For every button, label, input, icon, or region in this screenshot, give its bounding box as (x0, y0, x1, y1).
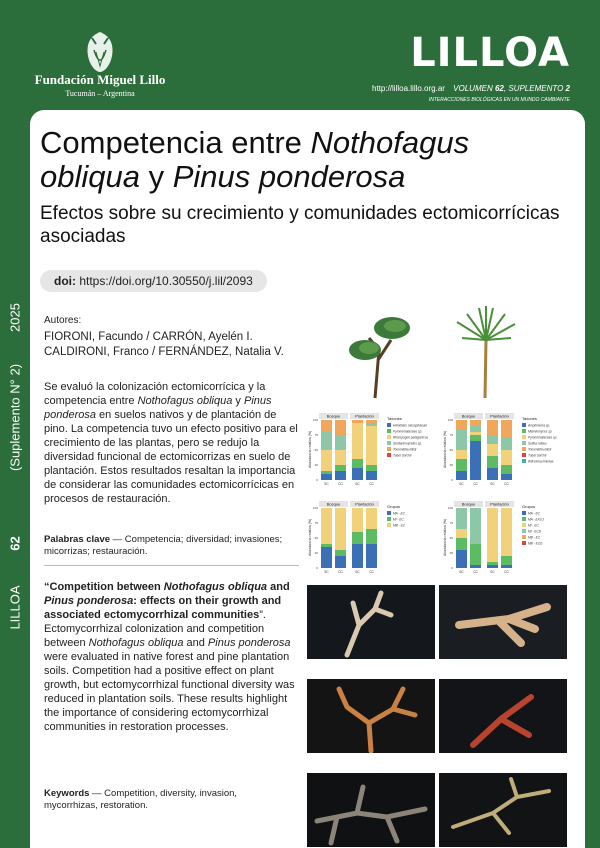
legend-swatch (522, 523, 526, 527)
bar-segment (470, 565, 481, 568)
legend-swatch (387, 517, 391, 521)
bar-segment (501, 474, 512, 480)
legend-swatch (387, 423, 391, 427)
side-year: 2025 (7, 303, 23, 332)
y-tick-label: 100 (447, 506, 453, 510)
x-tick-label: CC (473, 570, 478, 574)
panel-header: Plantación (490, 413, 509, 419)
bar-segment (501, 556, 512, 565)
bar-segment (487, 562, 498, 565)
legend-swatch (522, 453, 526, 457)
volume-label: VOLUMEN (453, 84, 493, 93)
root-tip-photo-2 (439, 585, 567, 659)
bar-segment (501, 438, 512, 450)
side-issue: (Suplemento N° 2) (7, 363, 23, 472)
bar-segment (352, 423, 363, 459)
legend-label: Meliniomyces sp. (528, 429, 553, 434)
bar-segment (352, 508, 363, 532)
x-tick-label: CC (369, 570, 374, 574)
bar-segment (470, 435, 481, 441)
root-tip-photo-3 (307, 679, 435, 753)
legend-label: MA - EC (393, 511, 405, 516)
bar-segment (321, 544, 332, 547)
x-tick-label: SC (459, 570, 464, 574)
y-tick-label: 100 (312, 418, 318, 422)
legend-swatch (522, 435, 526, 439)
x-tick-label: CC (369, 482, 374, 486)
journal-url[interactable]: http://lilloa.lillo.org.ar (372, 84, 445, 93)
bar-segment (366, 465, 377, 471)
legend-swatch (387, 523, 391, 527)
legend-label: Wilcoxina mikolae (528, 459, 554, 464)
bar-segment (456, 420, 467, 429)
bar-segment (321, 420, 332, 432)
bar-segment (321, 547, 332, 568)
y-tick-label: 50 (314, 536, 318, 540)
side-strip (0, 290, 30, 640)
authors-label: Autores: (44, 315, 82, 326)
x-tick-label: CC (338, 482, 343, 486)
legend-label: Tomentella ellisii (528, 447, 552, 452)
bar-segment (366, 529, 377, 544)
authors: FIORONI, Facundo / CARRÓN, Ayelén I. CALDIRONI, Franco / FERNÁNDEZ, Natalia V. (44, 331, 284, 358)
journal-tagline: INTERACCIONES BIOLÓGICAS EN UN MUNDO CAMBIANTE (428, 97, 570, 103)
legend-label: Helotiales mesophaeum (393, 423, 428, 428)
panel-header: Plantación (355, 501, 374, 507)
legend-label: Pyronemataceae sp. (393, 429, 423, 434)
legend-label: MI - ECD (528, 529, 542, 534)
y-axis-label: Abundancia relativa (%) (308, 430, 312, 468)
legend-swatch (522, 517, 526, 521)
y-tick-label: 75 (449, 521, 453, 525)
legend-label: Tomentella ellisii (393, 447, 417, 452)
doi-link[interactable]: https://doi.org/10.30550/j.lil/2093 (79, 274, 253, 288)
bar-segment (456, 529, 467, 538)
panel-header: Bosque (461, 413, 476, 419)
bar-segment (470, 432, 481, 435)
x-tick-label: SC (490, 570, 495, 574)
y-axis-label: Abundancia relativa (%) (443, 518, 447, 556)
bar-segment (470, 441, 481, 480)
bar-segment (501, 420, 512, 438)
x-tick-label: SC (324, 570, 329, 574)
x-tick-label: SC (490, 482, 495, 486)
bar-segment (335, 508, 346, 550)
y-tick-label: 0 (451, 566, 453, 570)
panel-header: Plantación (355, 413, 374, 419)
legend-swatch (387, 435, 391, 439)
abstract-es: Se evaluó la colonización ectomicorrícica y la competencia entre Nothofagus obliqua y Pinus ponderosa en suelos nativos y de plantación de pino. La competencia tuvo un efecto positivo para el crecimiento de las plantas, pero se redujo la diversidad funcional de ectomicorrizas en suelo de plantación. Estos resultados resaltan la importancia de considerar las comunidades ectomicorrícicas en procesos de restauración. (44, 381, 298, 505)
bar-segment (470, 426, 481, 432)
doi-badge[interactable]: doi: https://doi.org/10.30550/j.lil/2093 (40, 270, 267, 292)
x-tick-label: CC (504, 482, 509, 486)
y-tick-label: 25 (449, 551, 453, 555)
keywords-es: Palabras clave — Competencia; diversidad; invasiones; micorrizas; restauración. (44, 534, 283, 557)
journal-info: http://lilloa.lillo.org.ar VOLUMEN 62, SUPLEMENTO 2 (372, 84, 570, 93)
legend-label: Sordariomycetes sp. (393, 441, 423, 446)
bar-segment (487, 435, 498, 444)
legend-swatch (522, 541, 526, 545)
y-tick-label: 50 (314, 448, 318, 452)
legend-swatch (522, 535, 526, 539)
legend-label: MB - EC (393, 523, 406, 528)
bar-segment (487, 420, 498, 435)
plant-illustrations (307, 300, 577, 400)
bar-segment (501, 565, 512, 568)
bar-segment (335, 465, 346, 471)
supplement-label: SUPLEMENTO (508, 84, 564, 93)
legend-swatch (522, 511, 526, 515)
legend-label: Suillus luteus (528, 441, 547, 446)
legend-swatch (522, 529, 526, 533)
article-subtitle: Efectos sobre su crecimiento y comunidades ectomicorrícicas asociadas (40, 203, 560, 247)
x-tick-label: SC (355, 570, 360, 574)
y-tick-label: 50 (449, 448, 453, 452)
bar-segment (487, 565, 498, 568)
side-volume: 62 (7, 536, 23, 551)
legend-label: Pyronemataceae sp. (528, 435, 558, 440)
legend-swatch (522, 423, 526, 427)
bar-segment (501, 465, 512, 474)
bar-segment (335, 556, 346, 568)
bar-segment (352, 420, 363, 423)
divider (44, 565, 299, 566)
panel-header: Bosque (461, 501, 476, 507)
y-tick-label: 100 (447, 418, 453, 422)
content-card (30, 110, 585, 848)
bar-segment (456, 459, 467, 471)
y-tick-label: 25 (314, 551, 318, 555)
volume-number: 62 (494, 84, 504, 93)
y-tick-label: 50 (449, 536, 453, 540)
bar-segment (352, 468, 363, 480)
legend-title: Grupos (522, 504, 536, 509)
root-tip-photo-4 (439, 679, 567, 753)
legend-swatch (387, 447, 391, 451)
x-tick-label: CC (338, 570, 343, 574)
bar-segment (456, 508, 467, 529)
header (0, 0, 600, 110)
pinus-seedling-icon (457, 306, 515, 398)
legend-swatch (522, 429, 526, 433)
root-tip-photo-1 (307, 585, 435, 659)
bar-segment (456, 429, 467, 450)
legend-label: MA - EXLO (528, 517, 544, 522)
bar-segment (487, 468, 498, 480)
bar-segment (321, 471, 332, 474)
bar-segment (335, 471, 346, 480)
bar-segment (321, 432, 332, 450)
abundance-charts (307, 408, 577, 580)
legend-swatch (522, 447, 526, 451)
bar-segment (335, 420, 346, 435)
bar-segment (366, 508, 377, 529)
legend-title: Grupos (387, 504, 401, 509)
legend-swatch (387, 429, 391, 433)
legend-label: MI - EC (528, 523, 539, 528)
legend-label: MI - EC (393, 517, 404, 522)
bar-segment (352, 532, 363, 544)
bar-segment (470, 544, 481, 565)
owl-logo-icon (82, 30, 118, 74)
legend-label: Tuber borchii (528, 453, 547, 458)
bar-segment (456, 471, 467, 480)
legend-label: Tuber borchii (393, 453, 412, 458)
y-tick-label: 0 (451, 478, 453, 482)
x-tick-label: SC (324, 482, 329, 486)
keywords-en: Keywords — Competition, diversity, invasion, mycorrhizas, restoration. (44, 788, 238, 811)
bar-segment (335, 550, 346, 556)
legend-swatch (387, 453, 391, 457)
legend-title: Taxones (522, 416, 537, 421)
article-title: Competencia entre Nothofagus obliqua y Pinus ponderosa (40, 125, 470, 194)
bar-segment (470, 420, 481, 426)
legend-swatch (387, 511, 391, 515)
legend-swatch (387, 441, 391, 445)
legend-label: Amphinema sp. (528, 423, 551, 428)
abstract-en: “Competition between Nothofagus obliqua and Pinus ponderosa: effects on their growth and associated ectomycorrhizal communities”. Ectomycorrhizal colonization and competition between Nothofagus obliqua and Pinus ponderosa were evaluated in native forest and pine plantation soils. Competition had a positive effect on plant growth, but ectomycorrhizal functional diversity was reduced in plantation soils. These results highlight the importance of considering ectomycorrhizal communities in restoration processes. (44, 581, 295, 733)
bar-segment (366, 544, 377, 568)
side-journal: LILLOA (7, 585, 23, 630)
bar-segment (321, 474, 332, 480)
mycorrhiza-photos (307, 585, 577, 847)
bar-segment (501, 508, 512, 556)
bar-segment (456, 550, 467, 568)
bar-segment (366, 420, 377, 423)
y-tick-label: 25 (314, 463, 318, 467)
panel-header: Plantación (490, 501, 509, 507)
legend-title: Taxones (387, 416, 402, 421)
bar-segment (352, 544, 363, 568)
bar-segment (366, 426, 377, 465)
org-place: Tucumán – Argentina (65, 89, 135, 98)
x-tick-label: SC (459, 482, 464, 486)
bar-segment (335, 435, 346, 450)
supplement-number: 2 (565, 84, 570, 93)
legend-label: Rhizopogon patagonicus (393, 435, 429, 440)
y-tick-label: 25 (449, 463, 453, 467)
x-tick-label: SC (355, 482, 360, 486)
y-axis-label: Abundancia relativa (%) (443, 430, 447, 468)
x-tick-label: CC (473, 482, 478, 486)
bar-segment (335, 450, 346, 465)
y-tick-label: 0 (316, 566, 318, 570)
y-tick-label: 75 (449, 433, 453, 437)
bar-segment (487, 508, 498, 562)
bar-segment (321, 508, 332, 544)
y-tick-label: 100 (312, 506, 318, 510)
bar-segment (366, 471, 377, 480)
legend-swatch (522, 441, 526, 445)
bar-segment (352, 459, 363, 468)
bar-segment (456, 450, 467, 459)
bar-segment (321, 450, 332, 471)
root-tip-photo-6 (439, 773, 567, 847)
bar-segment (366, 423, 377, 426)
legend-label: MB - EC (528, 535, 541, 540)
y-tick-label: 75 (314, 433, 318, 437)
legend-label: MB - ECD (528, 541, 543, 546)
journal-title: LILLOA (410, 30, 570, 76)
root-tip-photo-5 (307, 773, 435, 847)
legend-swatch (522, 459, 526, 463)
y-tick-label: 75 (314, 521, 318, 525)
nothofagus-seedling-icon (349, 317, 410, 398)
org-name: Fundación Miguel Lillo (34, 72, 166, 87)
x-tick-label: CC (504, 570, 509, 574)
bar-segment (501, 450, 512, 465)
bar-segment (470, 508, 481, 544)
panel-header: Bosque (326, 413, 341, 419)
y-tick-label: 0 (316, 478, 318, 482)
bar-segment (456, 538, 467, 550)
panel-header: Bosque (326, 501, 341, 507)
bar-segment (487, 456, 498, 468)
bar-segment (487, 444, 498, 456)
y-axis-label: Abundancia relativa (%) (308, 518, 312, 556)
legend-label: MA - EC (528, 511, 540, 516)
